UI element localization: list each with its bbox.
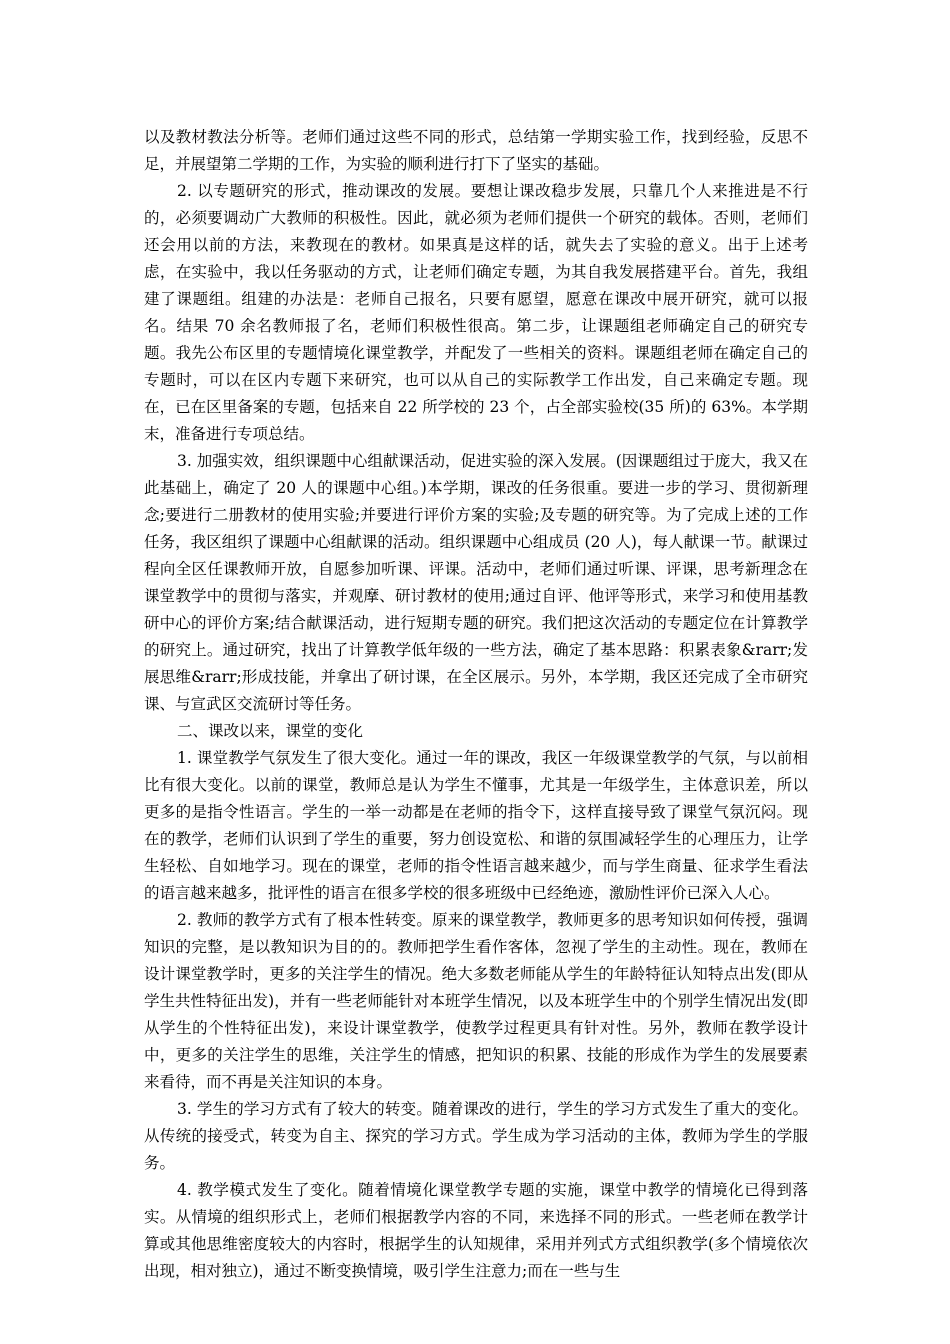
- paragraph-7: 4. 教学模式发生了变化。随着情境化课堂教学专题的实施，课堂中教学的情境化已得到落实。从情境的组织形式上，老师们根据教学内容的不同，来选择不同的形式。一些老师在教学计算或其他思维密度较大的内容时，根据学生的认知规律，采用并列式方式组织教学(多个情境依次出现，相对独立)，通过不断变换情境，吸引学生注意力;而在一些与生: [144, 1181, 808, 1280]
- document-body: [144, 124, 808, 1285]
- paragraph-3: 3. 加强实效，组织课题中心组献课活动，促进实验的深入发展。(因课题组过于庞大，我又在此基础上，确定了 20 人的课题中心组。)本学期，课改的任务很重。要进一步的学习、贯彻新理念;要进行二册教材的使用实验;并要进行评价方案的实验;及专题的研究等。为了完成上述的工作任务，我区组织了课题中心组献课的活动。组织课题中心组成员 (20 人)，每人献课一节。献课过程向全区任课教师开放，自愿参加听课、评课。活动中，老师们通过听课、评课，思考新理念在课堂教学中的贯彻与落实，并观摩、研讨教材的使用;通过自评、他评等形式，来学习和使用基教研中心的评价方案;结合献课活动，进行短期专题的研究。我们把这次活动的专题定位在计算教学的研究上。通过研究，找出了计算教学低年级的一些方法，确定了基本思路：积累表象&rarr;发展思维&rarr;形成技能，并拿出了研讨课，在全区展示。另外，本学期，我区还完成了全市研究课、与宣武区交流研讨等任务。: [144, 452, 808, 713]
- paragraph-6: 3. 学生的学习方式有了较大的转变。随着课改的进行，学生的学习方式发生了重大的变化。从传统的接受式，转变为自主、探究的学习方式。学生成为学习活动的主体，教师为学生的学服务。: [144, 1100, 808, 1172]
- paragraph-2: 2. 以专题研究的形式，推动课改的发展。要想让课改稳步发展，只靠几个人来推进是不行的，必须要调动广大教师的积极性。因此，就必须为老师们提供一个研究的载体。否则，老师们还会用以前的方法，来教现在的教材。如果真是这样的话，就失去了实验的意义。出于上述考虑，在实验中，我以任务驱动的方式，让老师们确定专题，为其自我发展搭建平台。首先，我组建了课题组。组建的办法是：老师自己报名，只要有愿望，愿意在课改中展开研究，就可以报名。结果 70 余名教师报了名，老师们积极性很高。第二步，让课题组老师确定自己的研究专题。我先公布区里的专题情境化课堂教学，并配发了一些相关的资料。课题组老师在确定自己的专题时，可以在区内专题下来研究，也可以从自己的实际教学工作出发，自己来确定专题。现在，已在区里备案的专题，包括来自 22 所学校的 23 个，占全部实验校(35 所)的 63%。本学期末，准备进行专项总结。: [144, 182, 808, 443]
- paragraph-4: 1. 课堂教学气氛发生了很大变化。通过一年的课改，我区一年级课堂教学的气氛，与以前相比有很大变化。以前的课堂，教师总是认为学生不懂事，尤其是一年级学生，主体意识差，所以更多的是指令性语言。学生的一举一动都是在老师的指令下，这样直接导致了课堂气氛沉闷。现在的教学，老师们认识到了学生的重要，努力创设宽松、和谐的氛围减轻学生的心理压力，让学生轻松、自如地学习。现在的课堂，老师的指令性语言越来越少，而与学生商量、征求学生看法的语言越来越多，批评性的语言在很多学校的很多班级中已经绝迹，激励性评价已深入人心。: [144, 749, 808, 902]
- paragraph-1: 以及教材教法分析等。老师们通过这些不同的形式，总结第一学期实验工作，找到经验，反思不足，并展望第二学期的工作，为实验的顺利进行打下了坚实的基础。: [144, 128, 808, 173]
- paragraph-5: 2. 教师的教学方式有了根本性转变。原来的课堂教学，教师更多的思考知识如何传授，强调知识的完整，是以教知识为目的的。教师把学生看作客体，忽视了学生的主动性。现在，教师在设计课堂教学时，更多的关注学生的情况。绝大多数老师能从学生的年龄特征认知特点出发(即从学生共性特征出发)，并有一些老师能针对本班学生情况，以及本班学生中的个别学生情况出发(即从学生的个性特征出发)，来设计课堂教学，使教学过程更具有针对性。另外，教师在教学设计中，更多的关注学生的思维，关注学生的情感，把知识的积累、技能的形成作为学生的发展要素来看待，而不再是关注知识的本身。: [144, 911, 808, 1091]
- section-heading-2: 二、课改以来，课堂的变化: [177, 722, 364, 740]
